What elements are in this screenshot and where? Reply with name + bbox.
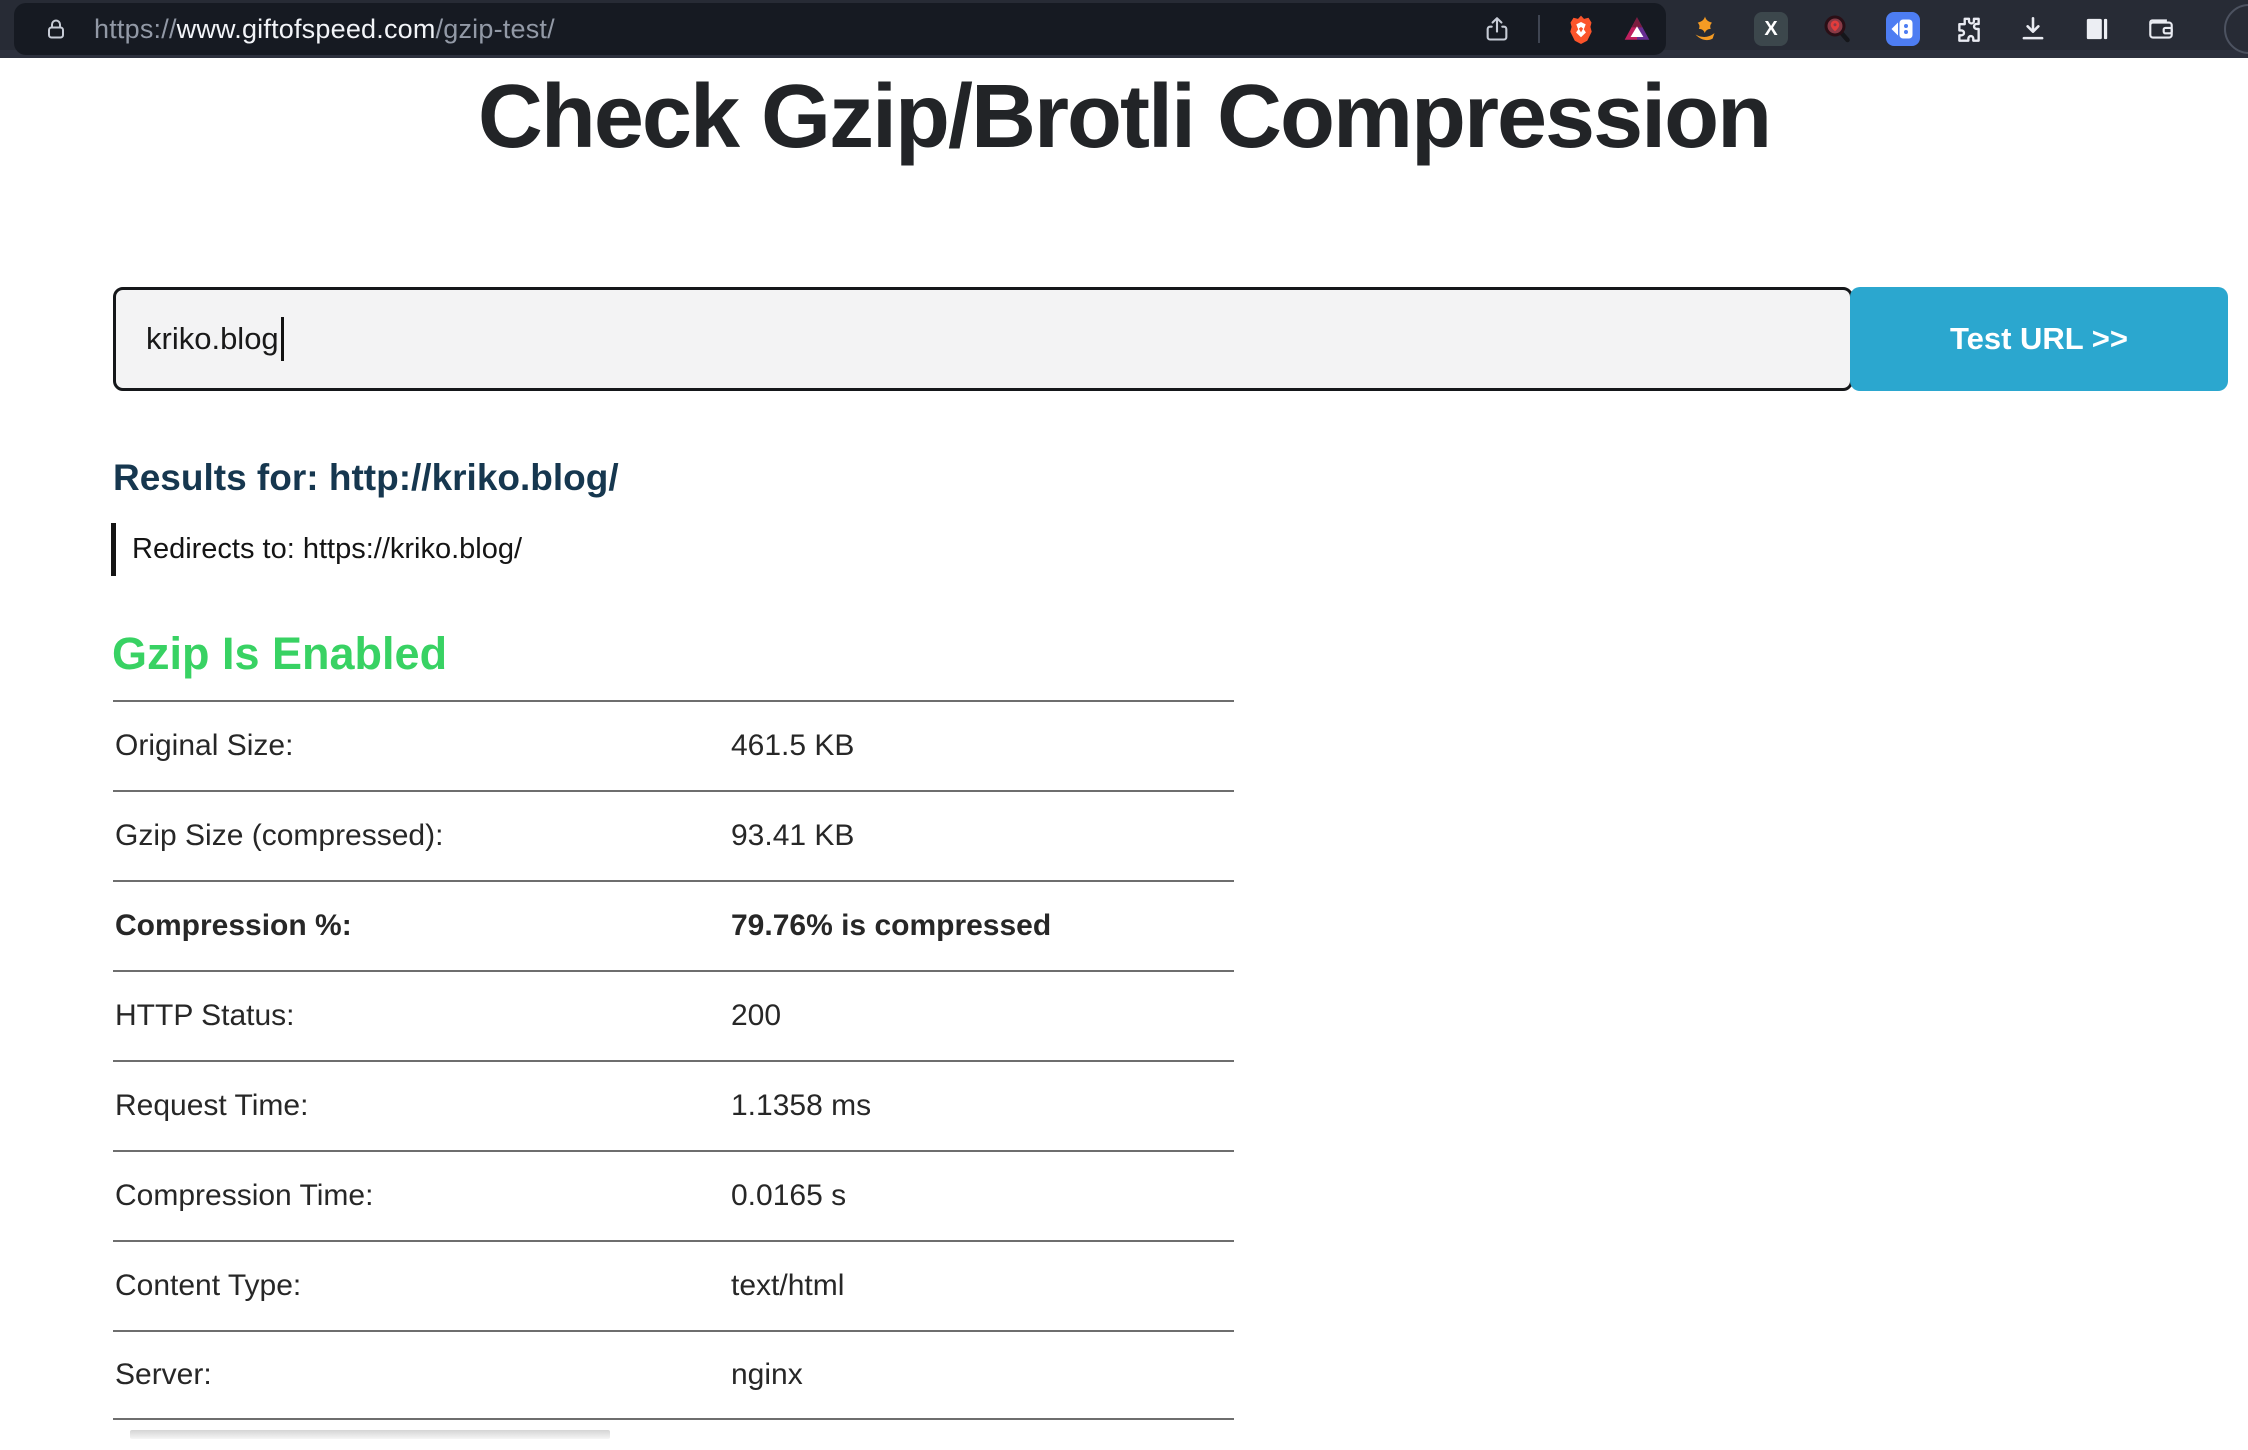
text-caret (281, 317, 284, 361)
x-extension-icon[interactable]: X (1754, 12, 1788, 46)
table-row-label: Original Size: (115, 728, 294, 762)
url-test-input-value: kriko.blog (146, 320, 279, 356)
table-row-label: Gzip Size (compressed): (115, 818, 444, 852)
lock-icon[interactable] (44, 17, 68, 41)
table-row (113, 970, 1234, 1060)
url-domain: www.giftofspeed.com (176, 13, 436, 44)
table-row-value: 0.0165 s (731, 1178, 847, 1212)
table-row-label: Compression Time: (115, 1178, 374, 1212)
table-row-label: Content Type: (115, 1268, 302, 1302)
url-path: /gzip-test/ (435, 13, 555, 44)
download-icon[interactable] (2018, 14, 2048, 44)
extensions-row (1690, 3, 2176, 55)
page-title: Check Gzip/Brotli Compression (477, 67, 1771, 167)
bat-rewards-icon[interactable] (1622, 14, 1652, 44)
browser-toolbar (0, 0, 2248, 58)
table-row (113, 880, 1234, 970)
profile-avatar[interactable] (2224, 4, 2248, 54)
table-row-value: nginx (731, 1357, 803, 1391)
table-row-value: 79.76% is compressed (731, 908, 1052, 942)
table-row (113, 1150, 1234, 1240)
share-icon[interactable] (1482, 14, 1512, 44)
results-heading: Results for: http://kriko.blog/ (113, 456, 619, 498)
url-test-input[interactable] (113, 287, 1853, 391)
table-row-value: 461.5 KB (731, 728, 855, 762)
table-row-value: 1.1358 ms (731, 1088, 872, 1122)
below-fold-shadow (130, 1430, 610, 1439)
page-content (0, 66, 2248, 1439)
table-row-label: Request Time: (115, 1088, 309, 1122)
tag-extension-icon[interactable] (1886, 12, 1920, 46)
search-pin-extension-icon[interactable] (1822, 14, 1852, 44)
sidebar-icon[interactable] (2082, 14, 2112, 44)
table-row (113, 1240, 1234, 1330)
url-scheme: https:// (94, 13, 177, 44)
table-row-label: HTTP Status: (115, 998, 295, 1032)
gzip-status-heading: Gzip Is Enabled (112, 627, 448, 679)
table-row-value: 93.41 KB (731, 818, 855, 852)
brave-shields-icon[interactable] (1566, 14, 1596, 44)
table-row (113, 1330, 1234, 1420)
gzip-test-form (113, 287, 2231, 391)
table-row-value: 200 (731, 998, 782, 1032)
url-bar[interactable] (14, 3, 1666, 55)
wallet-icon[interactable] (2146, 14, 2176, 44)
table-row-value: text/html (731, 1268, 845, 1302)
results-table (113, 700, 1234, 1420)
redirect-note: Redirects to: https://kriko.blog/ (111, 523, 2248, 576)
table-row-label: Server: (115, 1357, 212, 1391)
url-text (94, 14, 555, 45)
table-row (113, 1060, 1234, 1150)
test-url-button[interactable]: Test URL >> (1850, 287, 2228, 391)
leaf-extension-icon[interactable] (1690, 14, 1720, 44)
table-row (113, 700, 1234, 790)
table-row (113, 790, 1234, 880)
urlbar-separator (1538, 15, 1540, 43)
puzzle-extensions-icon[interactable] (1954, 14, 1984, 44)
table-row-label: Compression %: (115, 908, 352, 942)
